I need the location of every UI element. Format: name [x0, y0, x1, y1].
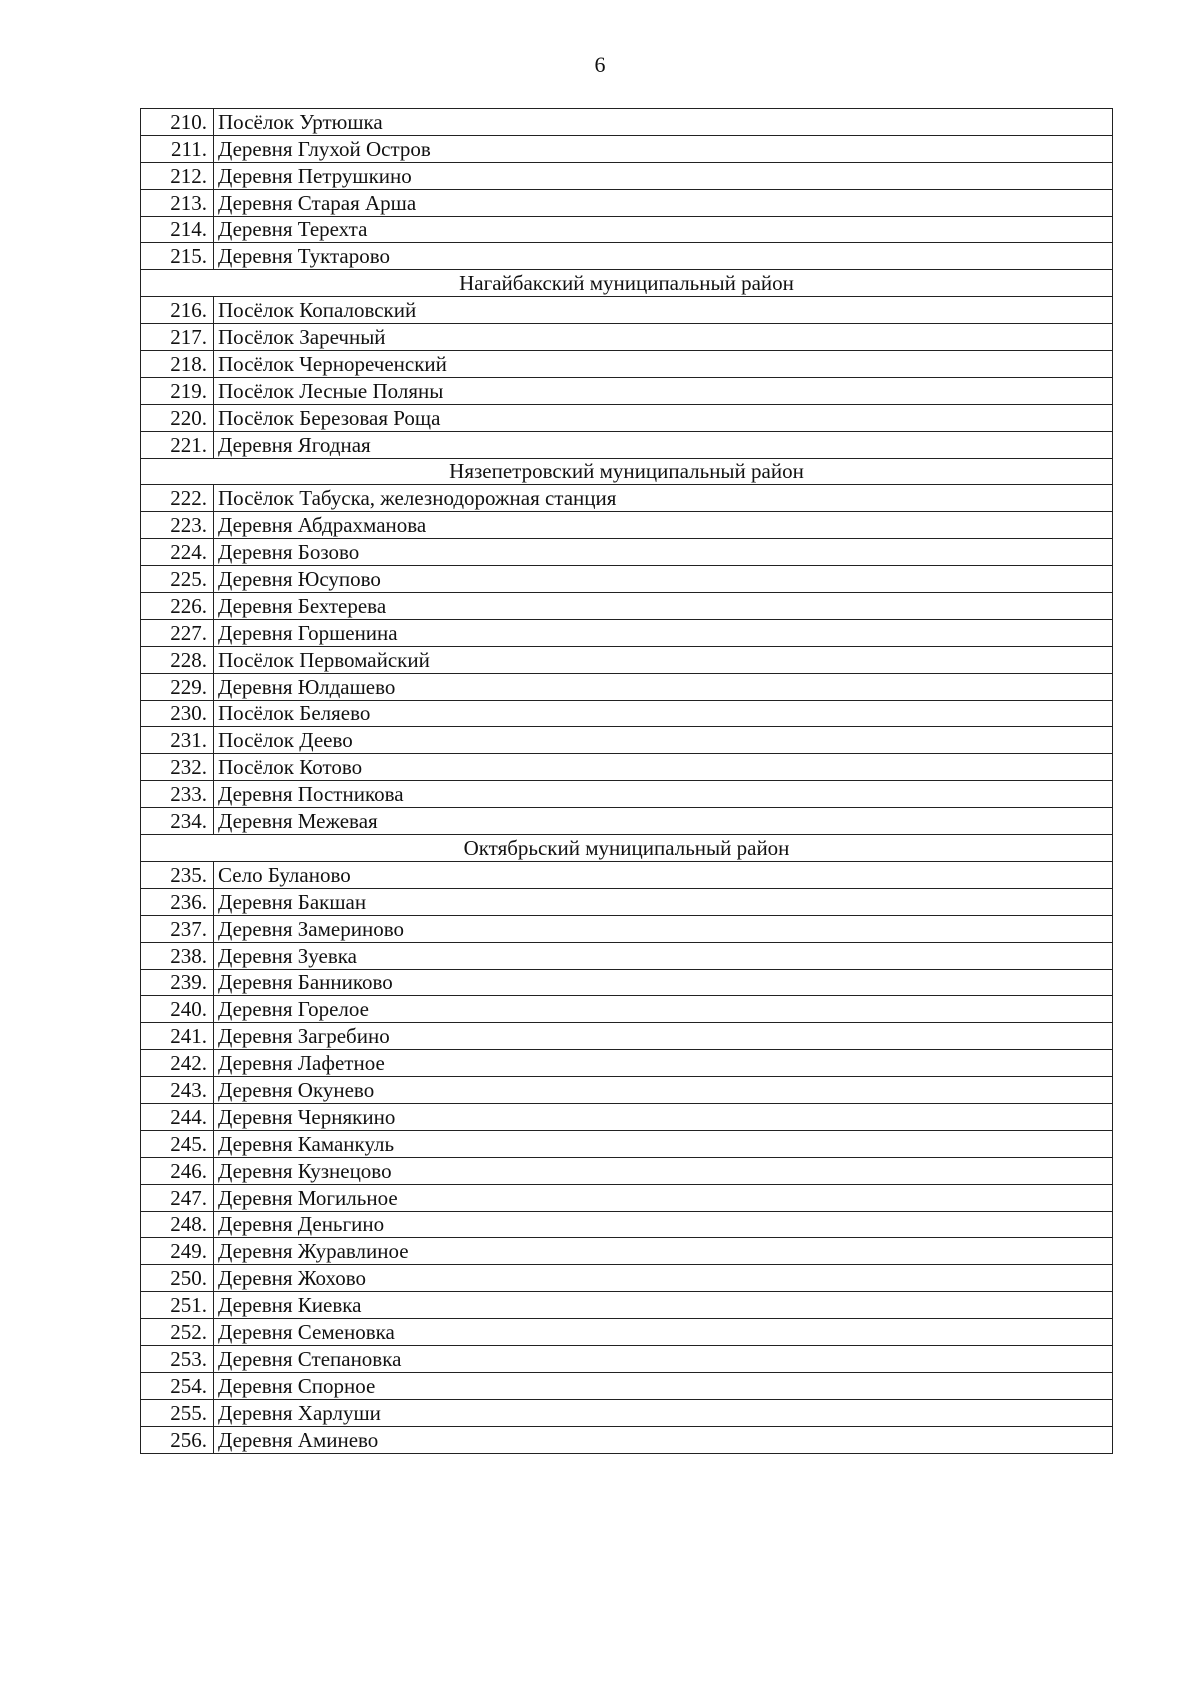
table-row	[141, 216, 1113, 243]
table-row	[141, 1265, 1113, 1292]
settlement-name: Посёлок Березовая Роща	[214, 404, 1113, 431]
settlement-name: Посёлок Копаловский	[214, 297, 1113, 324]
table-row	[141, 1103, 1113, 1130]
settlement-name: Посёлок Котово	[214, 754, 1113, 781]
settlement-name: Деревня Окунево	[214, 1077, 1113, 1104]
table-row	[141, 404, 1113, 431]
settlement-name: Деревня Деньгино	[214, 1211, 1113, 1238]
row-number: 235.	[141, 861, 214, 888]
row-number: 252.	[141, 1319, 214, 1346]
table-row	[141, 243, 1113, 270]
settlement-name: Деревня Глухой Остров	[214, 135, 1113, 162]
settlement-name: Посёлок Чернореченский	[214, 351, 1113, 378]
table-row	[141, 539, 1113, 566]
settlement-name: Деревня Постникова	[214, 781, 1113, 808]
table-row	[141, 942, 1113, 969]
table-row	[141, 566, 1113, 593]
table-row	[141, 324, 1113, 351]
table-row	[141, 189, 1113, 216]
row-number: 255.	[141, 1399, 214, 1426]
table-row	[141, 1023, 1113, 1050]
table-row	[141, 135, 1113, 162]
district-header-row	[141, 270, 1113, 297]
row-number: 226.	[141, 593, 214, 620]
row-number: 221.	[141, 431, 214, 458]
table-row	[141, 351, 1113, 378]
settlement-name: Деревня Журавлиное	[214, 1238, 1113, 1265]
row-number: 250.	[141, 1265, 214, 1292]
row-number: 236.	[141, 888, 214, 915]
page-number: 6	[594, 52, 606, 77]
row-number: 213.	[141, 189, 214, 216]
table-row	[141, 1077, 1113, 1104]
table-row	[141, 1399, 1113, 1426]
district-name: Нязепетровский муниципальный район	[141, 458, 1113, 485]
settlement-name: Посёлок Деево	[214, 727, 1113, 754]
row-number: 211.	[141, 135, 214, 162]
table-row	[141, 915, 1113, 942]
settlement-name: Деревня Каманкуль	[214, 1130, 1113, 1157]
settlement-name: Деревня Кузнецово	[214, 1157, 1113, 1184]
row-number: 231.	[141, 727, 214, 754]
row-number: 218.	[141, 351, 214, 378]
district-name: Октябрьский муниципальный район	[141, 835, 1113, 862]
settlement-name: Деревня Степановка	[214, 1345, 1113, 1372]
table-row	[141, 619, 1113, 646]
table-row	[141, 1050, 1113, 1077]
settlement-name: Деревня Абдрахманова	[214, 512, 1113, 539]
district-header-row	[141, 458, 1113, 485]
settlement-name: Деревня Могильное	[214, 1184, 1113, 1211]
row-number: 225.	[141, 566, 214, 593]
settlement-name: Деревня Туктарово	[214, 243, 1113, 270]
table-row	[141, 1130, 1113, 1157]
table-row	[141, 1372, 1113, 1399]
table-row	[141, 996, 1113, 1023]
table-row	[141, 109, 1113, 136]
row-number: 229.	[141, 673, 214, 700]
settlement-name: Деревня Киевка	[214, 1292, 1113, 1319]
table-row	[141, 431, 1113, 458]
settlement-name: Посёлок Первомайский	[214, 646, 1113, 673]
row-number: 214.	[141, 216, 214, 243]
row-number: 212.	[141, 162, 214, 189]
district-header-row	[141, 835, 1113, 862]
district-name: Нагайбакский муниципальный район	[141, 270, 1113, 297]
table-row	[141, 1292, 1113, 1319]
row-number: 253.	[141, 1345, 214, 1372]
table-row	[141, 781, 1113, 808]
row-number: 234.	[141, 808, 214, 835]
table-row	[141, 593, 1113, 620]
table-row	[141, 1184, 1113, 1211]
row-number: 240.	[141, 996, 214, 1023]
settlement-name: Деревня Загребино	[214, 1023, 1113, 1050]
table-row	[141, 888, 1113, 915]
table-row	[141, 162, 1113, 189]
table-row	[141, 377, 1113, 404]
row-number: 244.	[141, 1103, 214, 1130]
table-row	[141, 512, 1113, 539]
row-number: 246.	[141, 1157, 214, 1184]
settlement-name: Деревня Бехтерева	[214, 593, 1113, 620]
settlement-name: Деревня Юсупово	[214, 566, 1113, 593]
row-number: 230.	[141, 700, 214, 727]
table-row	[141, 297, 1113, 324]
settlement-name: Деревня Аминево	[214, 1426, 1113, 1453]
row-number: 237.	[141, 915, 214, 942]
row-number: 254.	[141, 1372, 214, 1399]
settlement-name: Деревня Терехта	[214, 216, 1113, 243]
row-number: 228.	[141, 646, 214, 673]
settlement-name: Деревня Банниково	[214, 969, 1113, 996]
row-number: 238.	[141, 942, 214, 969]
settlements-table	[140, 108, 1113, 1454]
table-row	[141, 1345, 1113, 1372]
row-number: 249.	[141, 1238, 214, 1265]
row-number: 242.	[141, 1050, 214, 1077]
row-number: 233.	[141, 781, 214, 808]
row-number: 216.	[141, 297, 214, 324]
row-number: 251.	[141, 1292, 214, 1319]
table-row	[141, 1319, 1113, 1346]
table-row	[141, 861, 1113, 888]
settlement-name: Посёлок Заречный	[214, 324, 1113, 351]
row-number: 215.	[141, 243, 214, 270]
settlement-name: Посёлок Табуска, железнодорожная станция	[214, 485, 1113, 512]
settlement-name: Деревня Замериново	[214, 915, 1113, 942]
settlement-name: Деревня Бозово	[214, 539, 1113, 566]
table-row	[141, 727, 1113, 754]
table-row	[141, 754, 1113, 781]
row-number: 239.	[141, 969, 214, 996]
settlement-name: Село Буланово	[214, 861, 1113, 888]
row-number: 223.	[141, 512, 214, 539]
settlement-name: Деревня Старая Арша	[214, 189, 1113, 216]
row-number: 222.	[141, 485, 214, 512]
row-number: 232.	[141, 754, 214, 781]
settlement-name: Деревня Петрушкино	[214, 162, 1113, 189]
settlement-name: Деревня Бакшан	[214, 888, 1113, 915]
table-row	[141, 808, 1113, 835]
settlement-name: Деревня Семеновка	[214, 1319, 1113, 1346]
settlement-name: Деревня Чернякино	[214, 1103, 1113, 1130]
settlement-name: Деревня Ягодная	[214, 431, 1113, 458]
settlement-name: Деревня Зуевка	[214, 942, 1113, 969]
settlement-name: Деревня Межевая	[214, 808, 1113, 835]
settlement-name: Посёлок Беляево	[214, 700, 1113, 727]
settlement-name: Посёлок Уртюшка	[214, 109, 1113, 136]
row-number: 220.	[141, 404, 214, 431]
settlement-name: Деревня Жохово	[214, 1265, 1113, 1292]
table-row	[141, 1211, 1113, 1238]
table-row	[141, 646, 1113, 673]
settlements-table-body	[141, 109, 1113, 1454]
settlement-name: Деревня Лафетное	[214, 1050, 1113, 1077]
row-number: 227.	[141, 619, 214, 646]
table-row	[141, 969, 1113, 996]
row-number: 224.	[141, 539, 214, 566]
row-number: 241.	[141, 1023, 214, 1050]
row-number: 210.	[141, 109, 214, 136]
settlement-name: Деревня Харлуши	[214, 1399, 1113, 1426]
settlement-name: Деревня Горелое	[214, 996, 1113, 1023]
table-row	[141, 1157, 1113, 1184]
row-number: 219.	[141, 377, 214, 404]
table-row	[141, 1426, 1113, 1453]
table-row	[141, 1238, 1113, 1265]
row-number: 256.	[141, 1426, 214, 1453]
row-number: 243.	[141, 1077, 214, 1104]
row-number: 248.	[141, 1211, 214, 1238]
settlement-name: Деревня Юлдашево	[214, 673, 1113, 700]
table-row	[141, 673, 1113, 700]
table-row	[141, 700, 1113, 727]
settlement-name: Посёлок Лесные Поляны	[214, 377, 1113, 404]
row-number: 217.	[141, 324, 214, 351]
row-number: 247.	[141, 1184, 214, 1211]
table-row	[141, 485, 1113, 512]
row-number: 245.	[141, 1130, 214, 1157]
settlement-name: Деревня Спорное	[214, 1372, 1113, 1399]
settlement-name: Деревня Горшенина	[214, 619, 1113, 646]
